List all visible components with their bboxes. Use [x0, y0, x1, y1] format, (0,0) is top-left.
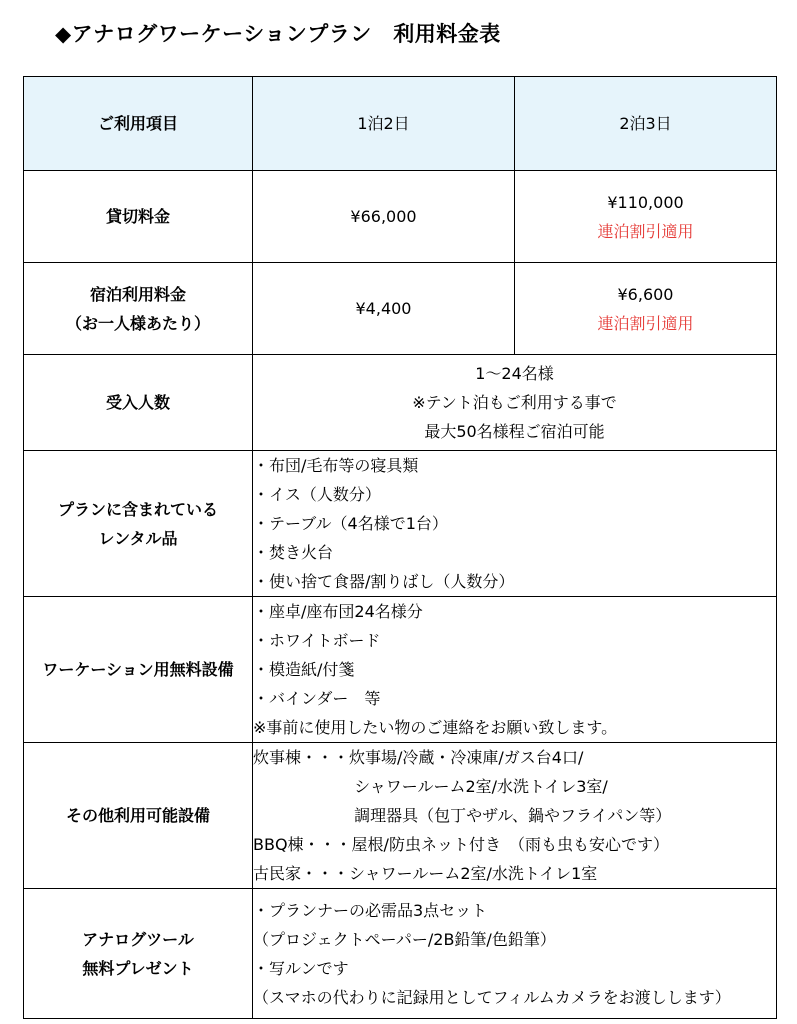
charter-fee-discount-note: 連泊割引適用 — [597, 221, 694, 241]
list-item: ・テーブル（4名様で1台） — [253, 514, 448, 533]
workation-equipment-list — [253, 597, 777, 743]
table-row-charter-fee — [24, 171, 777, 263]
list-item: ・バインダー 等 — [253, 689, 381, 708]
capacity-line: 最大50名様程ご宿泊可能 — [424, 422, 605, 441]
charter-fee-plan-1: ¥66,000 — [253, 171, 515, 263]
row-label-workation-equipment: ワーケーション用無料設備 — [24, 597, 253, 743]
lodging-fee-label-line-1: 宿泊利用料金 — [89, 284, 186, 304]
header-item: ご利用項目 — [24, 77, 253, 171]
header-plan-1: 1泊2日 — [253, 77, 515, 171]
capacity-detail — [253, 355, 777, 451]
lodging-fee-label-line-2: （お一人様あたり） — [65, 313, 210, 333]
table-header-row — [24, 77, 777, 171]
table-row-capacity — [24, 355, 777, 451]
table-row-rental-items — [24, 451, 777, 597]
row-label-lodging-fee — [24, 263, 253, 355]
analog-tools-list — [253, 889, 777, 1019]
analog-tools-label-line-2: 無料プレゼント — [82, 958, 194, 978]
list-item: ・座卓/座布団24名様分 — [253, 602, 423, 621]
table-row-lodging-fee — [24, 263, 777, 355]
list-item: 古民家・・・シャワールーム2室/水洗トイレ1室 — [253, 864, 598, 883]
lodging-fee-discount-note: 連泊割引適用 — [597, 313, 694, 333]
list-item: BBQ棟・・・屋根/防虫ネット付き （雨も虫も安心です） — [253, 835, 669, 854]
header-plan-2: 2泊3日 — [515, 77, 777, 171]
capacity-line: ※テント泊もご利用する事で — [412, 393, 617, 412]
list-item: ・模造紙/付箋 — [253, 660, 355, 679]
rental-items-list — [253, 451, 777, 597]
row-label-analog-tools — [24, 889, 253, 1019]
list-item: ・イス（人数分） — [253, 485, 381, 504]
analog-tools-label-line-1: アナログツール — [82, 929, 194, 949]
list-item: ・焚き火台 — [253, 543, 334, 562]
rental-label-line-1: プランに含まれている — [57, 499, 218, 519]
other-facilities-list — [253, 743, 777, 889]
charter-fee-plan-2-cell — [515, 171, 777, 263]
list-item: （プロジェクトペーパー/2B鉛筆/色鉛筆） — [253, 929, 556, 949]
table-row-other-facilities — [24, 743, 777, 889]
lodging-fee-plan-1: ¥4,400 — [253, 263, 515, 355]
list-item: ・使い捨て食器/割りばし（人数分） — [253, 572, 515, 591]
list-item: シャワールーム2室/水洗トイレ3室/ — [253, 777, 608, 796]
capacity-line: 1～24名様 — [475, 364, 554, 383]
charter-fee-plan-2: ¥110,000 — [607, 192, 684, 212]
table-row-analog-tools — [24, 889, 777, 1019]
price-table — [23, 76, 777, 1019]
row-label-other-facilities: その他利用可能設備 — [24, 743, 253, 889]
list-item: ・プランナーの必需品3点セット — [253, 900, 488, 920]
lodging-fee-plan-2-cell — [515, 263, 777, 355]
list-item: 調理器具（包丁やザル、鍋やフライパン等） — [253, 806, 672, 825]
list-item: ・布団/毛布等の寝具類 — [253, 456, 419, 475]
row-label-rental-items — [24, 451, 253, 597]
list-item: （スマホの代わりに記録用としてフィルムカメラをお渡しします） — [253, 987, 731, 1007]
table-row-workation-equipment — [24, 597, 777, 743]
rental-label-line-2: レンタル品 — [98, 528, 178, 548]
lodging-fee-plan-2: ¥6,600 — [617, 284, 674, 304]
page-title: ◆アナログワーケーションプラン 利用料金表 — [55, 22, 501, 46]
list-item: ・写ルンです — [253, 958, 349, 978]
list-item: 炊事棟・・・炊事場/冷蔵・冷凍庫/ガス台4口/ — [253, 748, 584, 767]
row-label-capacity: 受入人数 — [24, 355, 253, 451]
list-item: ・ホワイトボード — [253, 631, 381, 650]
list-item: ※事前に使用したい物のご連絡をお願い致します。 — [253, 718, 618, 737]
row-label-charter-fee: 貸切料金 — [24, 171, 253, 263]
